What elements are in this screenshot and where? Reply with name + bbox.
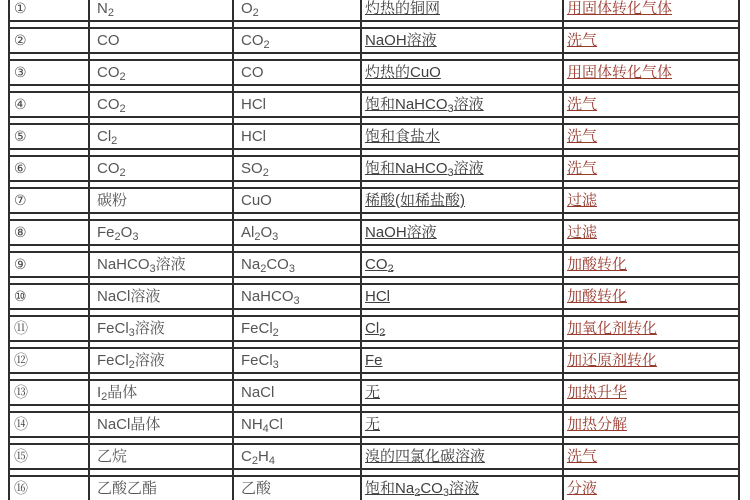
reagent-link[interactable]: 无 xyxy=(365,384,381,401)
method-cell xyxy=(562,253,740,276)
substance-cell: $CO_2$ xyxy=(97,64,126,83)
reagent-cell xyxy=(360,349,562,372)
row-number: ⑪ xyxy=(14,320,28,336)
reagent-cell xyxy=(360,253,562,276)
reagent-link[interactable]: 稀酸(如稀盐酸) xyxy=(365,192,465,209)
substance-cell: FeCl$_3$溶液 xyxy=(97,320,165,339)
reagent-link[interactable]: Fe xyxy=(365,352,383,369)
row-number: ② xyxy=(14,32,27,48)
reagent-link[interactable]: 灼热的CuO xyxy=(365,64,441,81)
table-row xyxy=(8,219,740,246)
impurity-cell: NaCl xyxy=(241,384,275,401)
reagent-cell xyxy=(360,413,562,436)
table-row xyxy=(8,475,740,500)
reagent-link[interactable]: 溴的四氯化碳溶液 xyxy=(365,448,486,465)
row-number: ⑭ xyxy=(14,416,28,432)
reagent-link[interactable]: NaOH溶液 xyxy=(365,32,437,49)
method-cell xyxy=(562,157,740,180)
row-number: ④ xyxy=(14,96,27,112)
table-row xyxy=(8,59,740,86)
table-row xyxy=(8,251,740,278)
substance-cell: $Fe_2O_3$ xyxy=(97,224,139,243)
impurity-cell: $NH_4Cl$ xyxy=(241,416,283,435)
reagent-link[interactable]: $Cl_2$ xyxy=(365,320,386,339)
impurity-cell: $Na_2CO_3$ xyxy=(241,256,295,275)
impurity-cell: $CO_2$ xyxy=(241,32,270,51)
table-row xyxy=(8,411,740,438)
method-link[interactable]: 加氧化剂转化 xyxy=(567,320,658,337)
method-cell xyxy=(562,61,740,84)
substance-cell: $CO_2$ xyxy=(97,96,126,115)
purification-table xyxy=(8,0,740,500)
impurity-cell: FeCl$_2$ xyxy=(241,320,279,339)
row-number: ⑬ xyxy=(14,384,28,400)
row-number: ⑧ xyxy=(14,224,27,240)
method-link[interactable]: 洗气 xyxy=(567,160,598,177)
substance-cell: 乙烷 xyxy=(97,448,128,465)
reagent-cell xyxy=(360,445,562,468)
table-row xyxy=(8,315,740,342)
method-link[interactable]: 洗气 xyxy=(567,96,598,113)
impurity-cell: FeCl$_3$ xyxy=(241,352,279,371)
method-cell xyxy=(562,317,740,340)
row-number: ⑤ xyxy=(14,128,27,144)
reagent-cell xyxy=(360,221,562,244)
reagent-link[interactable]: NaOH溶液 xyxy=(365,224,437,241)
row-number: ⑯ xyxy=(14,480,28,496)
method-link[interactable]: 洗气 xyxy=(567,448,598,465)
table-row xyxy=(8,91,740,118)
substance-cell: NaHCO$_3$溶液 xyxy=(97,256,186,275)
reagent-link[interactable]: 无 xyxy=(365,416,381,433)
method-link[interactable]: 用固体转化气体 xyxy=(567,0,673,17)
method-cell xyxy=(562,29,740,52)
table-row xyxy=(8,283,740,310)
method-cell xyxy=(562,349,740,372)
impurity-cell: $Al_2O_3$ xyxy=(241,224,279,243)
substance-cell: CO xyxy=(97,32,120,49)
method-link[interactable]: 加还原剂转化 xyxy=(567,352,658,369)
method-cell xyxy=(562,221,740,244)
reagent-cell xyxy=(360,157,562,180)
reagent-link[interactable]: 灼热的铜网 xyxy=(365,0,441,17)
method-cell xyxy=(562,285,740,308)
method-cell xyxy=(562,477,740,500)
method-cell xyxy=(562,381,740,404)
row-number: ⑫ xyxy=(14,352,28,368)
method-cell xyxy=(562,93,740,116)
table-row xyxy=(8,0,740,22)
reagent-cell xyxy=(360,93,562,116)
reagent-link[interactable]: 饱和NaHCO$_3$溶液 xyxy=(365,160,484,179)
table-row xyxy=(8,187,740,214)
reagent-link[interactable]: 饱和食盐水 xyxy=(365,128,441,145)
reagent-link[interactable]: 饱和NaHCO$_3$溶液 xyxy=(365,96,484,115)
impurity-cell: $SO_2$ xyxy=(241,160,269,179)
impurity-cell: HCl xyxy=(241,96,266,113)
row-number: ⑮ xyxy=(14,448,28,464)
method-link[interactable]: 用固体转化气体 xyxy=(567,64,673,81)
reagent-cell xyxy=(360,285,562,308)
table-body xyxy=(8,0,740,500)
reagent-cell xyxy=(360,125,562,148)
method-link[interactable]: 加热分解 xyxy=(567,416,628,433)
reagent-link[interactable]: 饱和$Na_2CO_3$溶液 xyxy=(365,480,479,499)
method-link[interactable]: 分液 xyxy=(567,480,598,497)
substance-cell: FeCl$_2$溶液 xyxy=(97,352,165,371)
table-row xyxy=(8,347,740,374)
reagent-cell xyxy=(360,29,562,52)
substance-cell: $I_2$晶体 xyxy=(97,384,138,403)
reagent-cell xyxy=(360,189,562,212)
substance-cell: $Cl_2$ xyxy=(97,128,118,147)
method-cell xyxy=(562,189,740,212)
method-cell xyxy=(562,125,740,148)
method-cell xyxy=(562,413,740,436)
method-link[interactable]: 洗气 xyxy=(567,128,598,145)
method-cell xyxy=(562,445,740,468)
substance-cell: $N_2$ xyxy=(97,0,114,19)
substance-cell: 碳粉 xyxy=(97,192,128,209)
impurity-cell: $O_2$ xyxy=(241,0,259,19)
reagent-cell xyxy=(360,61,562,84)
reagent-link[interactable]: $CO_2$ xyxy=(365,256,394,275)
reagent-cell xyxy=(360,0,562,20)
method-link[interactable]: 过滤 xyxy=(567,224,598,241)
substance-cell: NaCl晶体 xyxy=(97,416,161,433)
row-number: ⑨ xyxy=(14,256,27,272)
row-number: ⑩ xyxy=(14,288,27,304)
impurity-cell: CuO xyxy=(241,192,272,209)
reagent-link[interactable]: HCl xyxy=(365,288,390,305)
row-number: ⑦ xyxy=(14,192,27,208)
impurity-cell: CO xyxy=(241,64,264,81)
row-number: ⑥ xyxy=(14,160,27,176)
table-row xyxy=(8,155,740,182)
row-number: ③ xyxy=(14,64,27,80)
table-row xyxy=(8,443,740,470)
method-link[interactable]: 洗气 xyxy=(567,32,598,49)
impurity-cell: NaHCO$_3$ xyxy=(241,288,300,307)
substance-cell: $CO_2$ xyxy=(97,160,126,179)
reagent-cell xyxy=(360,317,562,340)
method-link[interactable]: 过滤 xyxy=(567,192,598,209)
method-cell xyxy=(562,0,740,20)
method-link[interactable]: 加酸转化 xyxy=(567,288,628,305)
impurity-cell: $C_2H_4$ xyxy=(241,448,275,467)
method-link[interactable]: 加热升华 xyxy=(567,384,628,401)
substance-cell: NaCl溶液 xyxy=(97,288,161,305)
table-row xyxy=(8,379,740,406)
reagent-cell xyxy=(360,381,562,404)
method-link[interactable]: 加酸转化 xyxy=(567,256,628,273)
reagent-cell xyxy=(360,477,562,500)
row-number: ① xyxy=(14,0,27,16)
table-row xyxy=(8,123,740,150)
table-row xyxy=(8,27,740,54)
impurity-cell: 乙酸 xyxy=(241,480,272,497)
substance-cell: 乙酸乙酯 xyxy=(97,480,158,497)
impurity-cell: HCl xyxy=(241,128,266,145)
